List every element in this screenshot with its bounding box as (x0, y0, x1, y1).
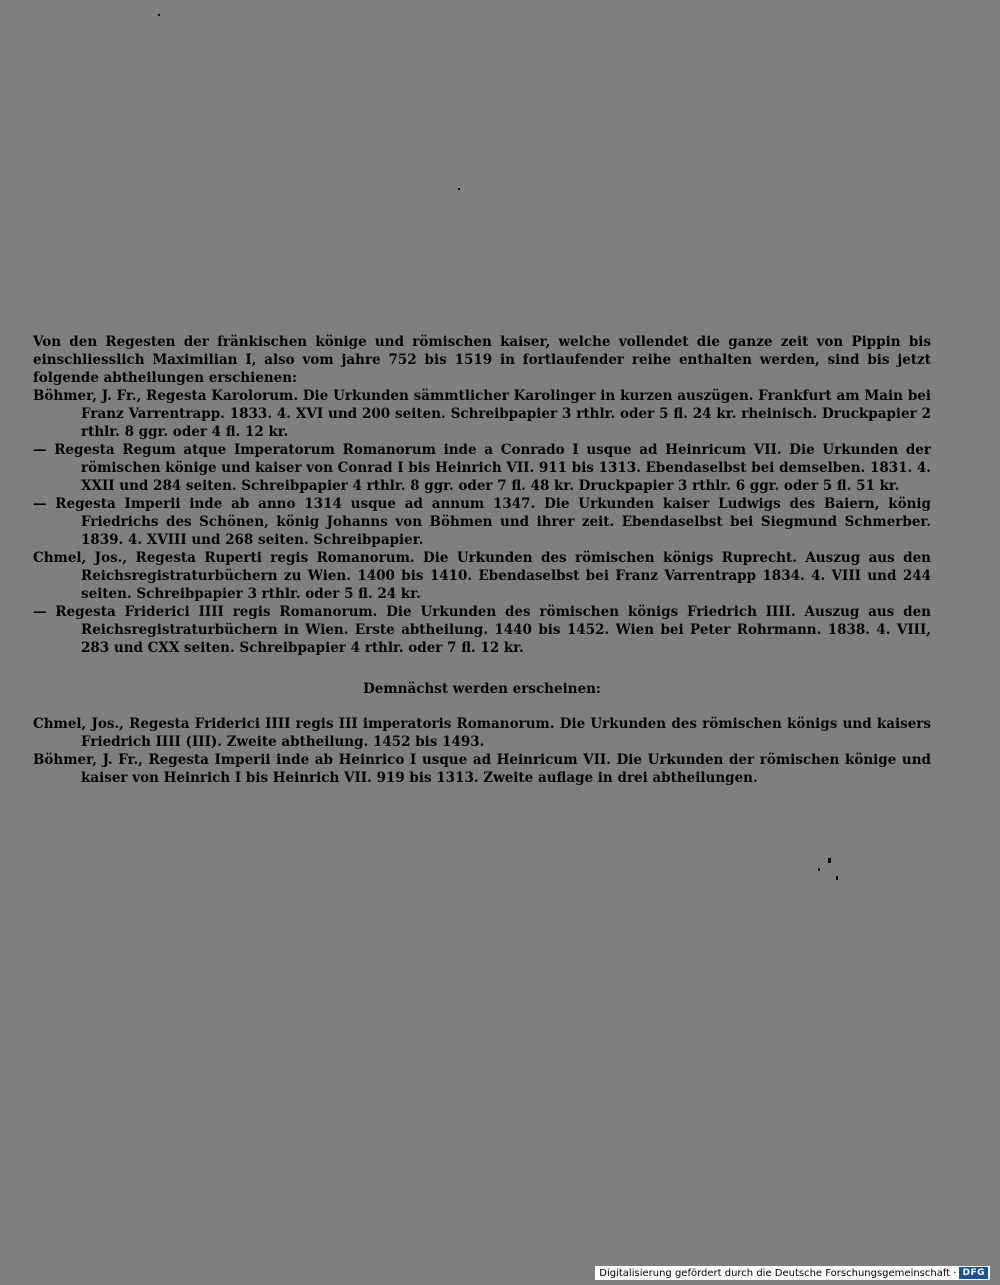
dfg-logo-icon: DFG (959, 1267, 988, 1279)
footer-text: Digitalisierung gefördert durch die Deutsche Forschungsgemeinschaft · (599, 1267, 957, 1279)
scan-speck (836, 876, 838, 880)
published-entry-regesta-imperii: — Regesta Imperii inde ab anno 1314 usque ad annum 1347. Die Urkunden kaiser Ludwigs des Baiern, könig Friedrichs des Schönen, könig Johanns von Böhmen und ihrer zeit. Ebendaselbst bei Siegmund Schmerber. 1839. 4. XVIII und 268 seiten. Schreibpapier. (33, 496, 931, 548)
intro-paragraph: Von den Regesten der fränkischen könige und römischen kaiser, welche vollendet die ganze zeit von Pippin bis einschliesslich Maximilian I, also vom jahre 752 bis 1519 in fortlaufender reihe enthalten werden, sind bis jetzt folgende abtheilungen erschienen: (33, 334, 931, 386)
scan-speck (158, 14, 160, 16)
digitization-footer (595, 1266, 990, 1280)
published-entry-regesta-regum: — Regesta Regum atque Imperatorum Romanorum inde a Conrado I usque ad Heinricum VII. Die Urkunden der römischen könige und kaiser von Conrad I bis Heinrich VII. 911 bis 1313. Ebendaselbst bei demselben. 1831. 4. XXII und 284 seiten. Schreibpapier 4 rthlr. 8 ggr. oder 7 fl. 48 kr. Druckpapier 3 rthlr. 6 ggr. oder 5 fl. 51 kr. (33, 442, 932, 494)
scan-speck (818, 868, 820, 871)
published-entry-regesta-friderici: — Regesta Friderici IIII regis Romanorum. Die Urkunden des römischen königs Friedrich IIII. Auszug aus den Reichsregistraturbüchern in Wien. Erste abtheilung. 1440 bis 1452. Wien bei Peter Rohrmann. 1838. 4. VIII, 283 und CXX seiten. Schreibpapier 4 rthlr. oder 7 fl. 12 kr. (33, 604, 931, 656)
upcoming-heading: Demnächst werden erscheinen: (363, 681, 601, 697)
upcoming-entry-chmel-friderici: Chmel, Jos., Regesta Friderici IIII regis III imperatoris Romanorum. Die Urkunden des römischen königs und kaisers Friedrich IIII (III). Zweite abtheilung. 1452 bis 1493. (33, 716, 931, 750)
scan-speck (458, 188, 460, 190)
document-body (33, 333, 931, 787)
published-entry-bohmer-karolorum: Böhmer, J. Fr., Regesta Karolorum. Die Urkunden sämmtlicher Karolinger in kurzen auszügen. Frankfurt am Main bei Franz Varrentrapp. 1833. 4. XVI und 200 seiten. Schreibpapier 3 rthlr. oder 5 fl. 24 kr. rheinisch. Druckpapier 2 rthlr. 8 ggr. oder 4 fl. 12 kr. (33, 388, 931, 440)
upcoming-entry-bohmer-imperii: Böhmer, J. Fr., Regesta Imperii inde ab Heinrico I usque ad Heinricum VII. Die Urkunden der römischen könige und kaiser von Heinrich I bis Heinrich VII. 919 bis 1313. Zweite auflage in drei abtheilungen. (33, 752, 931, 786)
published-entry-chmel-ruperti: Chmel, Jos., Regesta Ruperti regis Romanorum. Die Urkunden des römischen königs Ruprecht. Auszug aus den Reichsregistraturbüchern zu Wien. 1400 bis 1410. Ebendaselbst bei Franz Varrentrapp 1834. 4. VIII und 244 seiten. Schreibpapier 3 rthlr. oder 5 fl. 24 kr. (33, 550, 931, 602)
scan-speck (828, 858, 831, 863)
